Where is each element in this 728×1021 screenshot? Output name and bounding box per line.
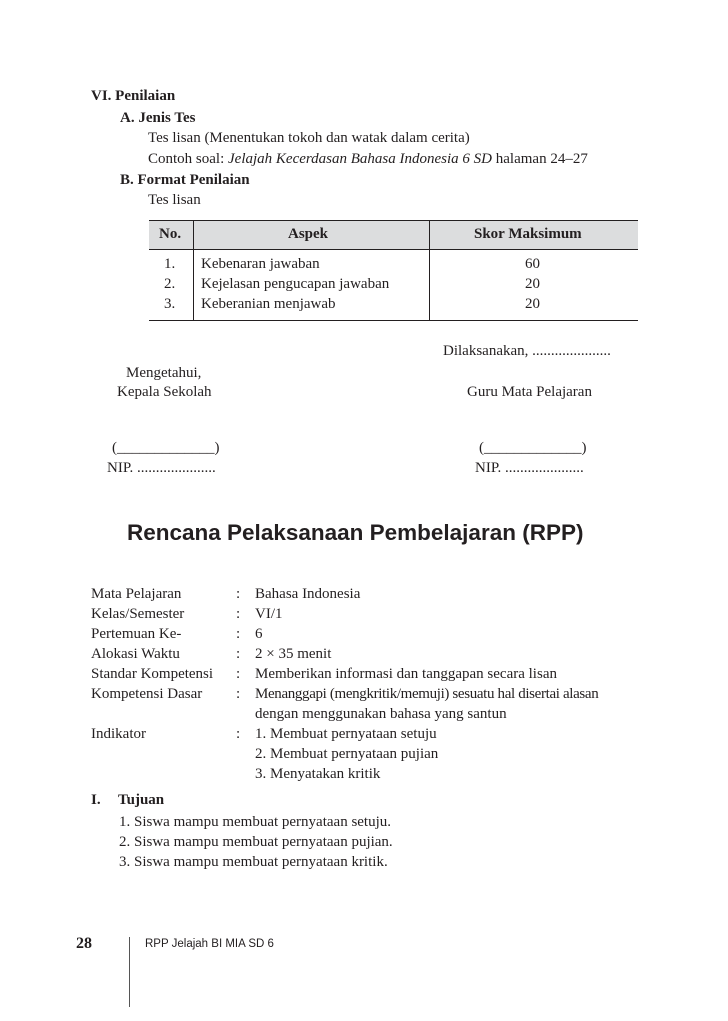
indikator-item: 1. Membuat pernyataan setuju xyxy=(255,726,437,742)
footer-divider xyxy=(129,937,130,1007)
kepala-sekolah-label: Kepala Sekolah xyxy=(117,384,212,400)
contoh-soal-line xyxy=(148,151,588,168)
info-value: Bahasa Indonesia xyxy=(255,586,361,602)
row-aspek: Kejelasan pengucapan jawaban xyxy=(201,276,390,292)
info-value: VI/1 xyxy=(255,606,283,622)
info-colon: : xyxy=(236,726,241,742)
subheading-jenis-tes: A. Jenis Tes xyxy=(120,110,196,126)
info-colon: : xyxy=(236,626,241,642)
jenis-tes-description: Tes lisan (Menentukan tokoh dan watak dalam cerita) xyxy=(148,130,470,146)
tujuan-item: 2. Siswa mampu membuat pernyataan pujian. xyxy=(119,834,393,850)
row-no: 3. xyxy=(164,296,176,312)
tujuan-item: 3. Siswa mampu membuat pernyataan kritik. xyxy=(119,854,388,870)
info-colon: : xyxy=(236,586,241,602)
info-colon: : xyxy=(236,666,241,682)
header-no: No. xyxy=(159,226,182,242)
row-skor: 20 xyxy=(525,296,540,312)
info-value: Menanggapi (mengkritik/memuji) sesuatu hal disertai alasan xyxy=(255,686,599,702)
contoh-soal-prefix: Contoh soal: xyxy=(148,151,229,167)
row-no: 2. xyxy=(164,276,176,292)
mengetahui-label: Mengetahui, xyxy=(126,365,202,381)
info-label: Kelas/Semester xyxy=(91,606,185,622)
header-skor-maksimum: Skor Maksimum xyxy=(474,226,582,242)
indikator-item: 2. Membuat pernyataan pujian xyxy=(255,746,439,762)
page-number: 28 xyxy=(76,935,92,952)
info-colon: : xyxy=(236,646,241,662)
info-label: Pertemuan Ke- xyxy=(91,626,182,642)
info-label: Alokasi Waktu xyxy=(91,646,180,662)
info-value-continued: dengan menggunakan bahasa yang santun xyxy=(255,706,507,722)
dilaksanakan-line: Dilaksanakan, ..................... xyxy=(443,343,611,359)
info-label: Mata Pelajaran xyxy=(91,586,182,602)
kepala-sekolah-name-blank: (_____________) xyxy=(112,440,220,456)
section-heading-penilaian: VI. Penilaian xyxy=(91,88,176,104)
info-label: Kompetensi Dasar xyxy=(91,686,203,702)
tujuan-item: 1. Siswa mampu membuat pernyataan setuju. xyxy=(119,814,392,830)
footer-book-title: RPP Jelajah BI MIA SD 6 xyxy=(145,938,274,950)
info-value: 2 × 35 menit xyxy=(255,646,332,662)
book-title-reference: Jelajah Kecerdasan Bahasa Indonesia 6 SD xyxy=(228,151,493,167)
format-description: Tes lisan xyxy=(148,192,201,208)
tujuan-heading: Tujuan xyxy=(118,792,165,808)
info-value: Memberikan informasi dan tanggapan secara lisan xyxy=(255,666,557,682)
row-aspek: Keberanian menjawab xyxy=(201,296,336,312)
assessment-table xyxy=(149,220,638,321)
info-value: 6 xyxy=(255,626,263,642)
indikator-item: 3. Menyatakan kritik xyxy=(255,766,381,782)
subheading-format-penilaian: B. Format Penilaian xyxy=(120,172,250,188)
row-aspek: Kebenaran jawaban xyxy=(201,256,320,272)
row-skor: 60 xyxy=(525,256,540,272)
rpp-title: Rencana Pelaksanaan Pembelajaran (RPP) xyxy=(127,520,584,545)
kepala-sekolah-nip: NIP. ..................... xyxy=(107,460,216,476)
tujuan-number: I. xyxy=(91,792,101,808)
page-range: halaman 24–27 xyxy=(492,151,588,167)
row-no: 1. xyxy=(164,256,176,272)
table-body xyxy=(149,250,638,321)
info-label: Standar Kompetensi xyxy=(91,666,214,682)
info-colon: : xyxy=(236,606,241,622)
row-skor: 20 xyxy=(525,276,540,292)
guru-nip: NIP. ..................... xyxy=(475,460,584,476)
table-header-row xyxy=(149,220,638,250)
info-colon: : xyxy=(236,686,241,702)
info-label: Indikator xyxy=(91,726,146,742)
guru-name-blank: (_____________) xyxy=(479,440,587,456)
guru-label: Guru Mata Pelajaran xyxy=(467,384,592,400)
header-aspek: Aspek xyxy=(288,226,329,242)
